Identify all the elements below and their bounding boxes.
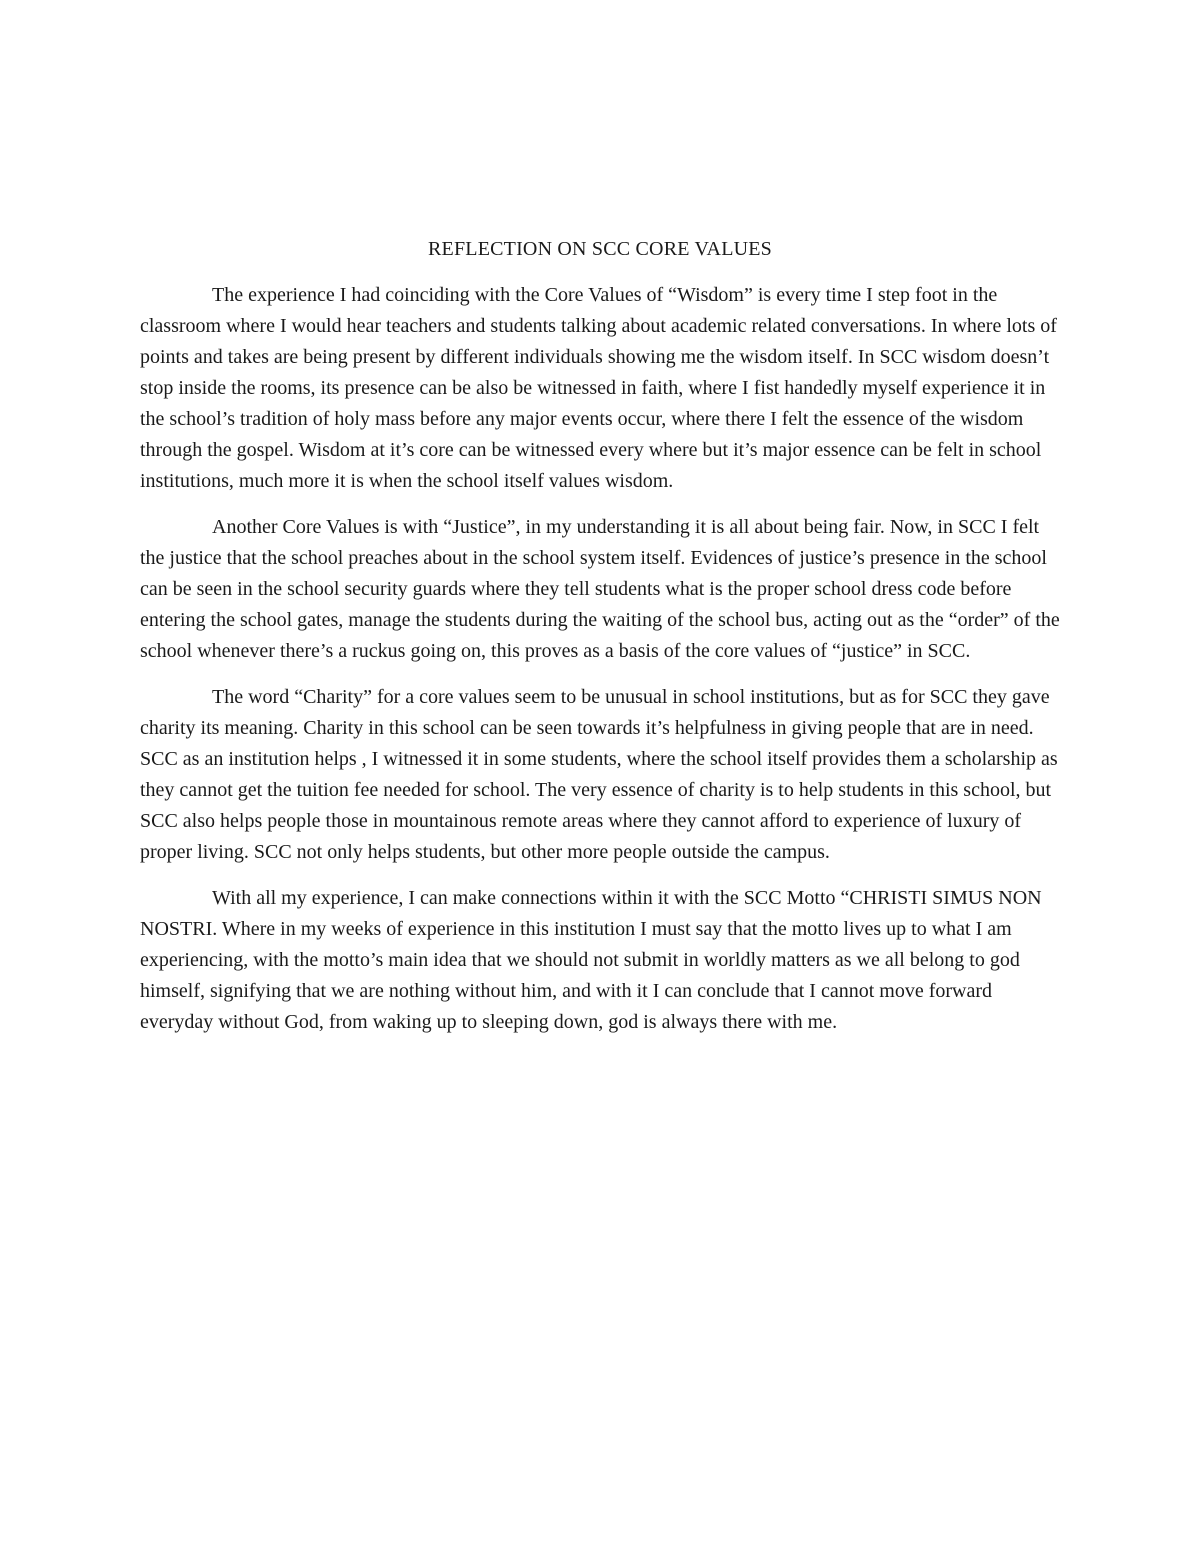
document-body bbox=[140, 234, 1060, 1053]
paragraph-wisdom: The experience I had coinciding with the Core Values of “Wisdom” is every time I step foot in the classroom where I would hear teachers and students talking about academic related conversations. In where lots of points and takes are being present by different individuals showing me the wisdom itself. In SCC wisdom doesn’t stop inside the rooms, its presence can be also be witnessed in faith, where I fist handedly myself experience it in the school’s tradition of holy mass before any major events occur, where there I felt the essence of the wisdom through the gospel. Wisdom at it’s core can be witnessed every where but it’s major essence can be felt in school institutions, much more it is when the school itself values wisdom. bbox=[140, 284, 1057, 492]
document-title: REFLECTION ON SCC CORE VALUES bbox=[428, 238, 772, 260]
paragraph-justice: Another Core Values is with “Justice”, in my understanding it is all about being fair. Now, in SCC I felt the justice that the school preaches about in the school system itself. Evidences of justice’s presence in the school can be seen in the school security guards where they tell students what is the proper school dress code before entering the school gates, manage the students during the waiting of the school bus, acting out as the “order” of the school whenever there’s a ruckus going on, this proves as a basis of the core values of “justice” in SCC. bbox=[140, 516, 1060, 662]
paragraph-charity: The word “Charity” for a core values seem to be unusual in school institutions, but as for SCC they gave charity its meaning. Charity in this school can be seen towards it’s helpfulness in giving people that are in need. SCC as an institution helps , I witnessed it in some students, where the school itself provides them a scholarship as they cannot get the tuition fee needed for school. The very essence of charity is to help students in this school, but SCC also helps people those in mountainous remote areas where they cannot afford to experience of luxury of proper living. SCC not only helps students, but other more people outside the campus. bbox=[140, 686, 1058, 863]
paragraph-motto: With all my experience, I can make connections within it with the SCC Motto “CHRISTI SIMUS NON NOSTRI. Where in my weeks of experience in this institution I must say that the motto lives up to what I am experiencing, with the motto’s main idea that we should not submit in worldly matters as we all belong to god himself, signifying that we are nothing without him, and with it I can conclude that I cannot move forward everyday without God, from waking up to sleeping down, god is always there with me. bbox=[140, 887, 1042, 1033]
